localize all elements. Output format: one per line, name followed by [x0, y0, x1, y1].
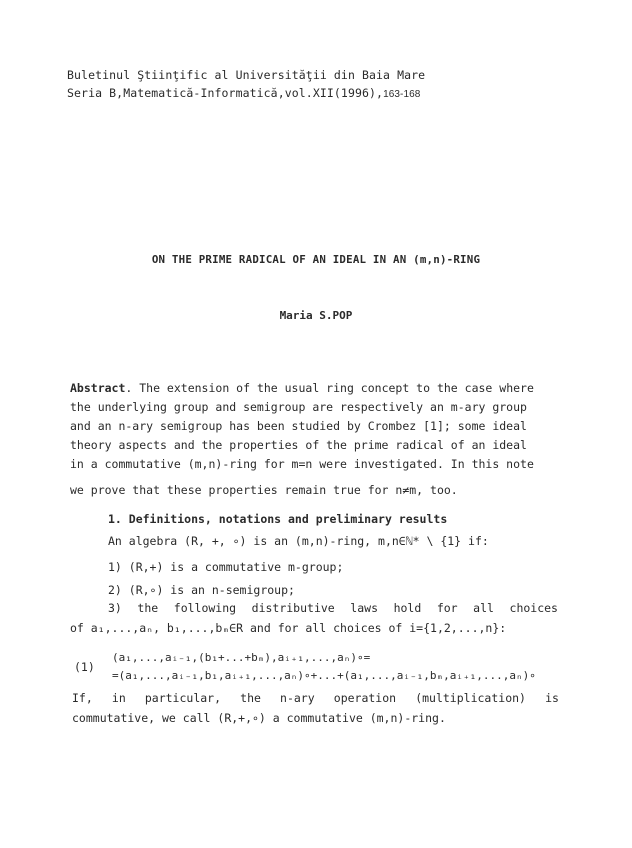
- journal-name: Buletinul Ştiinţific al Universităţii din Baia Mare: [67, 68, 426, 82]
- author-name: Maria S.POP: [279, 309, 353, 322]
- journal-series: [67, 86, 420, 102]
- axiom-3-word: following: [173, 601, 237, 615]
- axiom-2: 2) (R,∘) is an n-semigroup;: [108, 583, 295, 597]
- axiom-3-word: hold: [393, 601, 422, 615]
- abstract-line-3: and an n-ary semigroup has been studied by Crombez [1]; some ideal: [70, 419, 527, 433]
- definition-intro: An algebra (R, +, ∘) is an (m,n)-ring, m,n∈ℕ* \ {1} if:: [108, 534, 489, 548]
- axiom-3-word: laws: [350, 601, 378, 615]
- closing-word: If,: [72, 691, 93, 705]
- axiom-3-word: 3): [108, 601, 122, 615]
- axiom-3-word: distributive: [251, 601, 335, 615]
- closing-line-1: [72, 691, 559, 705]
- paper-title: ON THE PRIME RADICAL OF AN IDEAL IN AN (m,n)-RING: [151, 253, 481, 266]
- closing-word: operation: [333, 691, 397, 705]
- abstract-line-5: in a commutative (m,n)-ring for m=n were investigated. In this note: [70, 457, 534, 471]
- axiom-1: 1) (R,+) is a commutative m-group;: [108, 560, 344, 574]
- closing-line-2: commutative, we call (R,+,∘) a commutative (m,n)-ring.: [72, 711, 446, 725]
- axiom-3: [108, 601, 558, 615]
- abstract-line-2: the underlying group and semigroup are respectively an m-ary group: [70, 400, 527, 414]
- abstract-label: Abstract: [70, 381, 126, 395]
- journal-series-text: Seria B,Matematică-Informatică,vol.XII(1996),: [67, 86, 384, 100]
- closing-word: (multiplication): [415, 691, 526, 705]
- axiom-3-word: for: [436, 601, 458, 615]
- section-heading: 1. Definitions, notations and preliminary results: [108, 512, 448, 526]
- closing-word: particular,: [144, 691, 222, 705]
- axiom-3-continuation: of a₁,...,aₙ, b₁,...,bₘ∈R and for all choices of i={1,2,...,n}:: [70, 621, 507, 635]
- closing-word: the: [240, 691, 261, 705]
- page-range: 163-168: [383, 89, 421, 100]
- closing-word: n-ary: [280, 691, 315, 705]
- equation-label: (1): [74, 660, 95, 674]
- equation-line-2: =(a₁,...,aᵢ₋₁,b₁,aᵢ₊₁,...,aₙ)∘+...+(a₁,...,aᵢ₋₁,bₘ,aᵢ₊₁,...,aₙ)∘: [112, 669, 536, 682]
- abstract-line-1: [70, 381, 560, 395]
- axiom-3-word: the: [137, 601, 159, 615]
- abstract-line-1-text: . The extension of the usual ring concept to the case where: [125, 381, 534, 395]
- axiom-3-word: all: [473, 601, 494, 615]
- closing-word: is: [545, 691, 559, 705]
- equation-line-1: (a₁,...,aᵢ₋₁,(b₁+...+bₘ),aᵢ₊₁,...,aₙ)∘=: [112, 651, 371, 664]
- closing-word: in: [111, 691, 126, 705]
- abstract-line-6: we prove that these properties remain true for n≠m, too.: [70, 483, 458, 497]
- axiom-3-word: choices: [509, 601, 558, 615]
- abstract-line-4: theory aspects and the properties of the prime radical of an ideal: [70, 438, 527, 452]
